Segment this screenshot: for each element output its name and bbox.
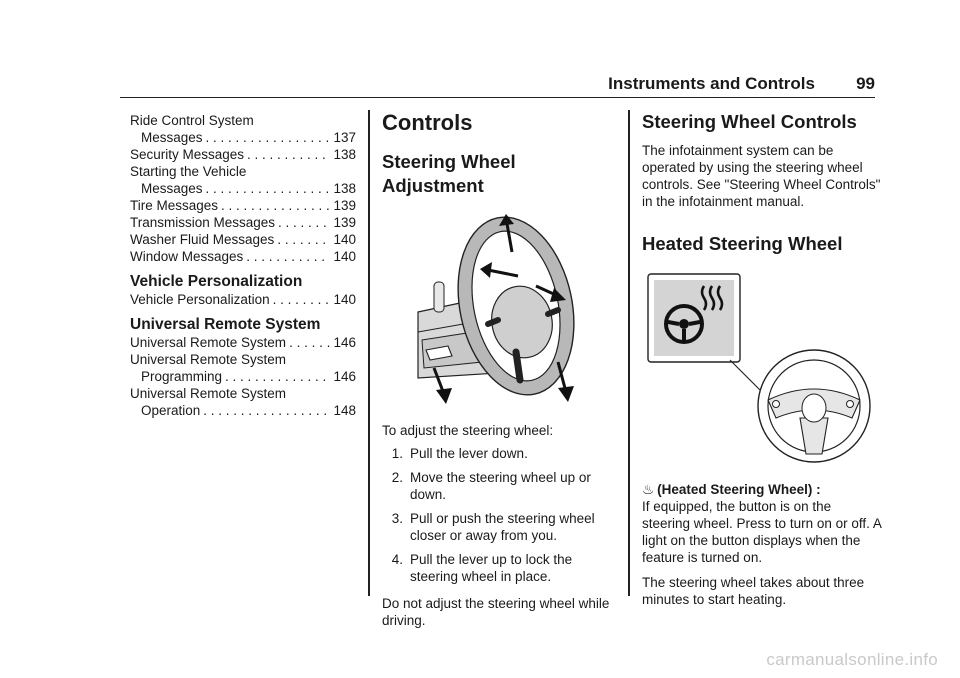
- watermark: carmanualsonline.info: [766, 650, 938, 669]
- adjustment-step: [382, 469, 614, 503]
- toc-leader-dots: [225, 368, 330, 385]
- adjustment-heading-line-2: Adjustment: [382, 175, 484, 196]
- toc-page-number: 139: [333, 215, 356, 230]
- wheel-controls-column: [642, 110, 882, 608]
- heated-steering-wheel-illustration: [642, 268, 874, 473]
- adjustment-step: [382, 510, 614, 544]
- steering-wheel-controls-body: The infotainment system can be operated by using the steering wheel controls. See "Steering Wheel Controls" in the infotainment manual.: [642, 143, 881, 209]
- toc-page-number: 148: [333, 403, 356, 418]
- toc-entry-label: Security Messages: [130, 147, 245, 162]
- toc-leader-dots: [246, 248, 330, 265]
- heated-paragraph-2: The steering wheel takes about three minutes to start heating.: [642, 575, 865, 607]
- step-text: Pull the lever down.: [410, 446, 528, 461]
- toc-entry-label: Programming: [141, 369, 223, 384]
- toc-page-number: 137: [333, 130, 356, 145]
- step-text: Pull or push the steering wheel closer or away from you.: [410, 511, 595, 543]
- toc-leader-dots: [247, 146, 330, 163]
- toc-entry-label: Window Messages: [130, 249, 244, 264]
- adjustment-step: [382, 445, 614, 462]
- toc-entry[interactable]: [130, 129, 356, 146]
- section-title: Instruments and Controls: [608, 74, 815, 93]
- toc-page-number: 138: [333, 147, 356, 162]
- toc-leader-dots: [277, 231, 330, 248]
- adjustment-heading-line-1: Steering Wheel: [382, 151, 516, 172]
- toc-page-number: 140: [333, 292, 356, 307]
- toc-entry[interactable]: [130, 334, 356, 351]
- toc-entry[interactable]: [130, 368, 356, 385]
- toc-column: [130, 112, 356, 419]
- page-number: 99: [856, 74, 875, 93]
- toc-entry-title[interactable]: Ride Control System: [130, 113, 254, 128]
- toc-leader-dots: [203, 402, 330, 419]
- steering-wheel-controls-heading: Steering Wheel Controls: [642, 111, 857, 132]
- toc-entry[interactable]: [130, 248, 356, 265]
- step-number: 4.: [391, 552, 403, 567]
- toc-leader-dots: [278, 214, 330, 231]
- toc-entry-label: Messages: [141, 130, 203, 145]
- toc-entry[interactable]: [130, 180, 356, 197]
- toc-entry-label: Tire Messages: [130, 198, 219, 213]
- heated-button-label-line: [642, 481, 882, 498]
- step-number: 2.: [391, 470, 403, 485]
- toc-leader-dots: [206, 129, 331, 146]
- toc-page-number: 140: [333, 232, 356, 247]
- heated-steering-wheel-heading: Heated Steering Wheel: [642, 233, 843, 254]
- toc-entry-title[interactable]: Universal Remote System: [130, 386, 287, 401]
- toc-entry[interactable]: [130, 214, 356, 231]
- heated-button-label: (Heated Steering Wheel) :: [657, 482, 821, 497]
- toc-entry-label: Transmission Messages: [130, 215, 276, 230]
- adjustment-intro: To adjust the steering wheel:: [382, 423, 554, 438]
- adjustment-step: [382, 551, 614, 585]
- adjustment-warning: Do not adjust the steering wheel while driving.: [382, 596, 610, 628]
- toc-entry-title[interactable]: Starting the Vehicle: [130, 164, 247, 179]
- step-text: Pull the lever up to lock the steering wheel in place.: [410, 552, 573, 584]
- controls-heading: Controls: [382, 110, 473, 135]
- toc-leader-dots: [273, 291, 331, 308]
- toc-page-number: 138: [333, 181, 356, 196]
- heated-steering-wheel-icon: ♨: [642, 482, 655, 497]
- toc-entry[interactable]: [130, 231, 356, 248]
- toc-leader-dots: [221, 197, 330, 214]
- toc-entry-label: Vehicle Personalization: [130, 292, 270, 307]
- toc-page-number: 140: [333, 249, 356, 264]
- toc-entry[interactable]: [130, 197, 356, 214]
- toc-leader-dots: [289, 334, 330, 351]
- column-divider-2: [628, 110, 630, 596]
- toc-entry-title[interactable]: Universal Remote System: [130, 352, 287, 367]
- toc-entry[interactable]: [130, 291, 356, 308]
- toc-page-number: 146: [333, 369, 356, 384]
- heated-paragraph-1: If equipped, the button is on the steering wheel. Press to turn on or off. A light on the button displays when the feature is turned on.: [642, 499, 882, 565]
- page-header: [120, 64, 875, 98]
- step-text: Move the steering wheel up or down.: [410, 470, 591, 502]
- adjustment-steps: [382, 445, 614, 585]
- controls-column: [382, 110, 614, 629]
- toc-entry-label: Operation: [141, 403, 201, 418]
- toc-page-number: 139: [333, 198, 356, 213]
- toc-leader-dots: [206, 180, 331, 197]
- toc-entry-label: Universal Remote System: [130, 335, 287, 350]
- steering-wheel-adjustment-illustration: [382, 212, 614, 412]
- toc-group-heading: Universal Remote System: [130, 316, 321, 333]
- toc-entry-label: Messages: [141, 181, 203, 196]
- toc-group-heading: Vehicle Personalization: [130, 273, 303, 290]
- step-number: 3.: [391, 511, 403, 526]
- toc-entry[interactable]: [130, 402, 356, 419]
- toc-entry-label: Washer Fluid Messages: [130, 232, 275, 247]
- toc-entry[interactable]: [130, 146, 356, 163]
- step-number: 1.: [391, 446, 403, 461]
- column-divider-1: [368, 110, 370, 596]
- toc-page-number: 146: [333, 335, 356, 350]
